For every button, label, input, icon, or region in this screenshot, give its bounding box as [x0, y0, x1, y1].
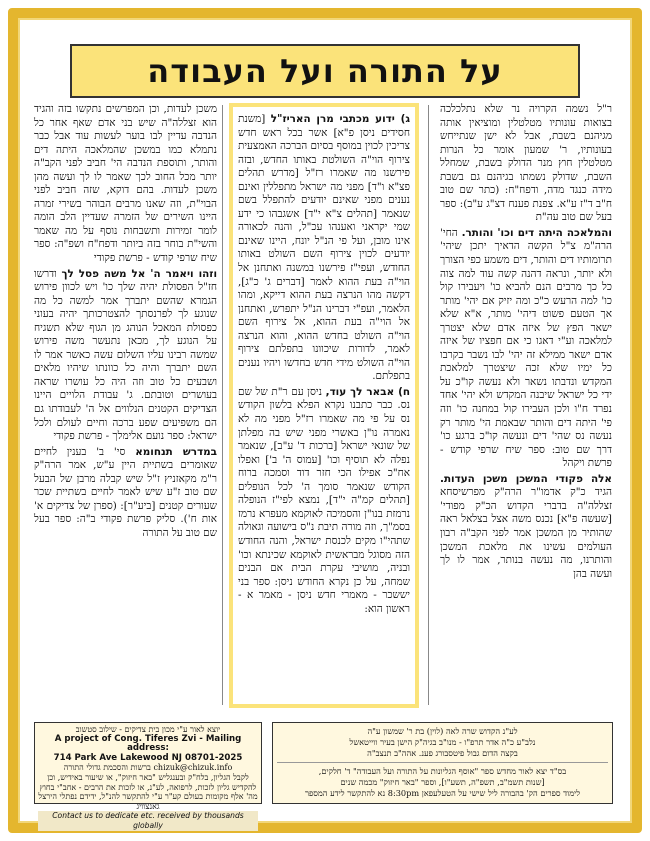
- paragraph-heading: ח) אבאר לך עוד,: [325, 385, 410, 398]
- publisher-info: לקבל הגליון, בלח"ק ובענגליש "באר חיזוק", או שיעור באידיש, וכן להקדיש גליון לזכות, לרפואה, לע"נ, או לזכות את הרבים - אחב"י בחוץ מה' אלף מקומות בעולם קע"ר ע"י להתקשר להנ"ל, ידידם נפתלי הירצל גאנצוויג: [38, 772, 258, 811]
- paragraph-text: החי' הרה"מ צ"ל הקשה הדאיך יתכן שיהי' תרומותיו דים והותר, דים משמע כפי הצורך ולא יותר, ונראה דהנה קשה עוד למה צוה כל כך מרבים הנם להביא כו' ויעבירו קול כו' למה הרעש כ"כ ומה יזיק אם יהי' מותר אך הטעם פשוט דיהי' מותר, א"א שלא ישאר הפץ של איזה אדם שלא יצטרך למלאכה וע"י דאגו כי אם חפציו של איזה אדם ישאר ממילא זה יהי' לבו נשבר בקרבו כל ימיו שלא זכה שיצטרך למלאכת המקדש ונדבתו נשאר ולא נעשה קו"כ על ידי כל ישראל שיבנה המקדש ולא יהי' אחד נפרד ח"ו ולכן העבירו קול במחנה כו' וזה פי' היתה דים והותר שבאמת הי' מותר רק נעשה נס שהי' דים ונעשה קו"כ ברגע כו' דרך שם טוב: ספר שיח שרפי קודש - פרשת ויקהל: [440, 226, 612, 470]
- publisher-contact: Contact us to dedicate etc. received by thousands globally: [38, 811, 258, 830]
- dedication-line: לע"נ הקדוש שרה לאה (לוין) בת ר' שמשון ע"ה: [367, 726, 518, 736]
- publisher-line: יוצא לאור ע"י מכון בית צדיקים - שילוב סטשוב: [75, 725, 221, 734]
- publisher-address: 714 Park Ave Lakewood NJ 08701-2025: [53, 752, 243, 763]
- paragraph-heading: אלה פקודי המשכן משכן העדות.: [440, 472, 612, 485]
- paragraph-text: ר"ל נשמה הקרויה נר שלא נתלכלכה בצואות עונותיו מטלטלין ומוציאין אותה מגיהנם בשבת, אבל לא ישן שנתייחש בעונותיו, ר' שמעון אומר כל הנרות מטלטלין חוץ מנר הדולק בשבת, שמחלל השבת, שדולק נשמתו בגיהנם גם בשבת מידה כנגד מדה, ודפח"ח: (כתר שם טוב ח"ב ד"ז ע"א. צפנת פענח דצ"ג ע"ב): ספר בעל שם טוב עה"ת: [440, 103, 612, 224]
- paragraph-heading: והמלאכה היתה דים וכו' והותר.: [461, 226, 612, 239]
- column-left: [34, 103, 217, 708]
- page-title: על התורה ועל העבודה: [147, 52, 503, 90]
- paragraph-heading: וזהו ויאמר ה' אל משה פסל לך: [61, 267, 218, 280]
- paragraph-text: הגיד כ"ק אדמו"ר הרה"ק מפרשיסחא זצללה"ה בדברי הקדוש הכ"ק מפודי' [שעשה פ"א] נכנס משה אצל בצלאל ראה שהותיר מן המשכן אמר לפני הקב"ה רבון העולמים עשינו את מלאכת המשכן והותרנו, מה נעשה בנותר, אמר לו לך ועשה בהן: [440, 486, 612, 580]
- paragraph-heading: ג) ידוע מכתבי מרן האריז"ל: [270, 113, 410, 125]
- paragraph: [440, 227, 612, 471]
- dedication-line: בקצה הדום גבול פיטסבורג פענ. אהה"ב תנצב"ה: [367, 748, 518, 758]
- publisher-box: [34, 722, 262, 830]
- paragraph: [34, 446, 217, 541]
- dedication-line: נלב"ע כ"ה אדר תרפ"ו - מנו"ב בגיה"ק הישן בעיר ווייטאשל: [349, 737, 536, 747]
- paragraph-text: ודרשו חז"ל הפסולת יהיה שלך כו' ויש לכוון פירוש הגמרא שהשם יתברך אמר למשה כל מה שנוגע לך לפרנסתך להצטרכותך יהיה בעוני כפסולת המאכל הנוהג מן הגוף שלא תשגיח על הנוגע לך, מכאן נתעשר משה פירוש שמשה רבינו עליו השלום עשה כאשר אמר לו השם יתברך והיה כל כוונתו שיהיו מלאים ושבעים כל טוב וזה היה כל עושרו שראה בעושרים וטובתם. ג' עבודת הלויים היינו הצדיקים הקטנים הנלווים אל ה' לעבודתו גם הם משפיעים שפע ברכה וחיים לעולם ולכל ישראל: ספר נועם אלימלך - פרשת פקודי: [34, 267, 217, 443]
- masthead: [70, 44, 580, 98]
- paragraph: [238, 386, 410, 616]
- publisher-email: chizuk@chizuk.info ברשות והסכמת גדולי התורה: [63, 763, 233, 773]
- paragraph: [34, 103, 217, 266]
- publisher-project: A project of Cong. Tiferes Zvi - Mailing address:: [54, 733, 242, 754]
- paragraph: [440, 473, 612, 581]
- divider: [277, 762, 608, 763]
- paragraph-text: סי' ב' בענין לחיים שאומרים בשתיית היין ע"ש, אמר הרה"ק ר"מ מקאזניץ ז"ל שיש קבלה מרבן של הבעל שם טוב ז"ע שיש לאמר לחיים בשתיית שכר שעורים קטנים [ביע"ר]: (ספרן של צדיקים א' אות ח'). סליק פרשת פקודי ב"ה: ספר בעל שם טוב על התורה: [34, 445, 217, 539]
- paragraph-text: [משנת חסידים ניסן פ"א] אשר בכל ראש חדש צריכין לכוין במוסף בסיום הברכה האמצעית צירוף הוי"ה השולטת באותו החדש, ובזה פירשנו מה שאמרו רז"ל [מדרש תהלים פצ"א ו"ד] מפני מה ישראל מתפללין ואינם נענים מפני שאינם יודעים להתפלל בשם שנאמר [תהלים צ"א י"ד] אשגבהו כי ידע שמי יקראני ואענהו עכ"ל, והנה לכאורה אינו מובן, ועל פי הנ"ל יונח, היינו שאינם יודעים לכוין צירוף השם השולט באותו החודש, ועפי"ז פירשנו במשנה ואתחנן אל הוי"ה בעת ההוא לאמר [דברים ג' כ"ג], דקשה מהו הנרצה בעת ההוא דייקא, ומהו הלאמר, ועפ"י דברינו הנ"ל יתפרש, ואתחנן אל הוי"ה בעת ההוא, אל צירוף השם הוי"ה השולט בחדש ההוא, והוא הנרצה לאמר, לדורות שיכוונו בתפלתם צירוף הוי"ה השולט מידי חדש בחדשו ויהיו נענים בתפלתם.: [237, 113, 410, 383]
- column-divider: [428, 105, 429, 705]
- paragraph: [238, 113, 410, 384]
- paragraph-heading: במדרש תנחומא: [135, 445, 218, 458]
- announcement-line: בס"ד יצא לאור מחדש ספר "אוסף הגליונות על התורה ועל העבודה" ד' חלקים,: [318, 766, 567, 776]
- announcement-line: [שנות תשמ"ב, תשפ"ה, תשע"ו], וספר "באר חיזוק" מכמה שנים: [340, 777, 545, 787]
- column-middle-boxed: [229, 103, 419, 708]
- announcement-line: לימוד ספרים הק' בהבורה ליל שישי על הטעלעפאן 8:30pm נא להתקשר לידע המספר: [304, 788, 581, 798]
- column-right: [440, 103, 612, 708]
- column-divider: [222, 105, 223, 705]
- paragraph: [440, 103, 612, 225]
- paragraph-text: משכן לעדות, וכן המפרשים נתקשו בזה והגיד הוא זצללה"ה שיש בני אדם שאף אחר כל הנדבה עדיין לבו בוער לעשות עוד אבל כבר נתמלא כמו במשכן שהמלאכה היתה דים והותר, ותוספת הנדבה הי' חביב לפני הקב"ה יותר מכל החוב לכך שאמר לו לך ועשה מהן משכן לעדות. בהם דוקא, שזה חביב לפני הבוי"ת, וזה שאנו מרבים הבוהר בשירי זמרה היינו השירים של הזמרה שעדיין הלב הומה לומר זמירות ותשבחות נוסף על מה שאמר והשי"ת בוחר בזה ביותר ודפח"ח ושפ"ה: ספר שיח שרפי קודש - פרשת פקודי: [34, 103, 217, 265]
- paragraph: [34, 268, 217, 444]
- dedication-box: [272, 722, 613, 804]
- paragraph-text: ניסן עם ר"ת של שם נס. כבר כתבנו נקרא הפלא בלשון הקודש נס על פי מה שאמרו רז"ל מפני מה לא נאמרה נו"ן באשרי מפני שיש בה מפלתן של שונאי ישראל [ברכות ד' ע"ב], שנאמר נפלה לא תוסיף וכו' [עמוס ה' ב'] ואפלו אח"כ אפילו הכי חזר דוד וסמכה ברוח הקודש שנאמר סומך ה' לכל הנופלים [תהלים קמ"ה י"ד], נמצא לפי"ז הנופלה נרמזת בנו"ן והסמיכה לאוקמא מעפרא נרמז בסמ"ך, וזה מורה תיבת נ"ס בישועה וגאולה שתהי"ו מקים לכנסת ישראל, והנה החודש הזה מסוגל מבראשית לאוקמא שכינתא וכו' ובניה, מושיבי עקרת הבית אם הבנים שמחה, על כן נקרא החודש ניסן: ספר בני יששכר - מאמרי חדש ניסן - מאמר א - ראשון הוא:: [238, 385, 410, 615]
